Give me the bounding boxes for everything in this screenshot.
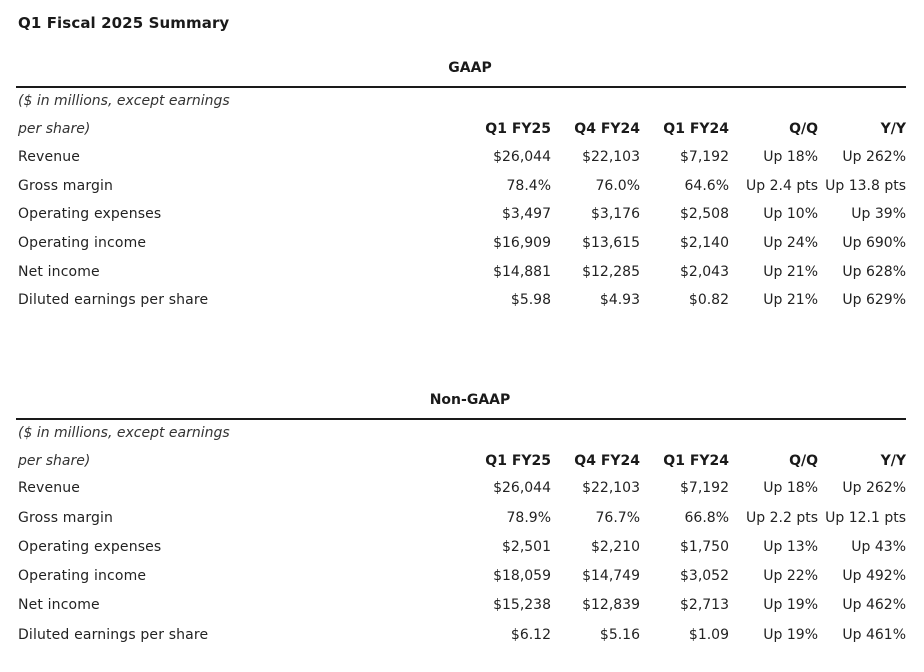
gaap-section-heading (16, 58, 906, 88)
cell-q1-fy24: $0.82 (688, 292, 729, 308)
cell-yy: Up 13.8 pts (825, 177, 906, 194)
cell-yy: Up 628% (842, 263, 906, 280)
cell-qq: Up 13% (763, 539, 818, 555)
gaap-units-note-cont: per share) (18, 120, 91, 137)
row-label: Net income (18, 263, 100, 280)
cell-yy: Up 12.1 pts (825, 509, 906, 526)
cell-qq: Up 2.2 pts (746, 509, 818, 526)
column-header-yy: Y/Y (880, 120, 906, 137)
cell-q1-fy24: $2,713 (680, 597, 729, 613)
gaap-units-note: ($ in millions, except earnings (18, 93, 230, 109)
cell-qq: Up 10% (763, 206, 818, 222)
cell-q4-fy24: $14,749 (582, 568, 640, 584)
column-header-q1-fy24: Q1 FY24 (663, 120, 729, 137)
cell-q4-fy24: $3,176 (591, 206, 640, 222)
cell-qq: Up 18% (763, 480, 818, 496)
non-gaap-heading-text: Non-GAAP (429, 392, 511, 408)
cell-q1-fy24: $2,508 (680, 206, 729, 222)
cell-qq: Up 21% (763, 292, 818, 308)
row-label: Operating income (18, 568, 147, 584)
cell-q1-fy25: $16,909 (493, 234, 551, 251)
non-gaap-header-row (16, 447, 906, 474)
table-row (16, 171, 906, 200)
table-row (16, 591, 906, 619)
cell-yy: Up 690% (842, 234, 906, 251)
table-row (16, 286, 906, 314)
cell-q4-fy24: $13,615 (582, 234, 640, 251)
gaap-header-row (16, 115, 906, 142)
row-label: Gross margin (18, 509, 114, 526)
cell-qq: Up 22% (763, 568, 818, 584)
cell-yy: Up 461% (842, 627, 906, 643)
gaap-section (16, 58, 906, 314)
non-gaap-units-note-cont: per share) (18, 452, 91, 469)
row-label: Operating expenses (18, 206, 162, 222)
table-row (16, 257, 906, 286)
table-row (16, 561, 906, 591)
cell-q1-fy25: $26,044 (493, 148, 551, 165)
cell-q4-fy24: $12,839 (582, 597, 640, 613)
cell-yy: Up 262% (842, 480, 906, 496)
cell-qq: Up 24% (763, 234, 818, 251)
cell-q4-fy24: $12,285 (582, 263, 640, 280)
cell-qq: Up 21% (763, 263, 818, 280)
cell-qq: Up 2.4 pts (746, 177, 818, 194)
cell-q4-fy24: 76.0% (595, 177, 640, 194)
row-label: Net income (18, 597, 100, 613)
cell-yy: Up 492% (842, 568, 906, 584)
cell-q1-fy25: $3,497 (502, 206, 551, 222)
non-gaap-section (16, 390, 906, 651)
cell-q1-fy24: 66.8% (684, 509, 729, 526)
column-header-qq: Q/Q (789, 452, 818, 469)
cell-yy: Up 462% (842, 597, 906, 613)
gaap-heading-text: GAAP (448, 60, 492, 76)
non-gaap-table (16, 447, 906, 651)
cell-q1-fy25: 78.9% (506, 509, 551, 526)
non-gaap-section-heading (16, 390, 906, 420)
table-row (16, 619, 906, 651)
cell-q1-fy25: 78.4% (506, 177, 551, 194)
column-header-qq: Q/Q (789, 120, 818, 137)
row-label: Operating income (18, 234, 147, 251)
row-label: Diluted earnings per share (18, 627, 209, 643)
column-header-q4-fy24: Q4 FY24 (574, 120, 640, 137)
table-row (16, 200, 906, 228)
table-row (16, 502, 906, 533)
page-title: Q1 Fiscal 2025 Summary (18, 14, 230, 32)
cell-q1-fy24: $1,750 (680, 539, 729, 555)
cell-yy: Up 43% (851, 539, 906, 555)
cell-q1-fy24: 64.6% (684, 177, 729, 194)
row-label: Diluted earnings per share (18, 292, 209, 308)
cell-q1-fy24: $1.09 (688, 627, 729, 643)
column-header-q1-fy25: Q1 FY25 (485, 452, 551, 469)
cell-q4-fy24: $2,210 (591, 539, 640, 555)
cell-yy: Up 629% (842, 292, 906, 308)
cell-q1-fy25: $14,881 (493, 263, 551, 280)
cell-q4-fy24: $22,103 (582, 480, 640, 496)
cell-q1-fy25: $26,044 (493, 480, 551, 496)
table-row (16, 533, 906, 561)
cell-qq: Up 19% (763, 627, 818, 643)
row-label: Revenue (18, 480, 81, 496)
table-row (16, 474, 906, 502)
cell-yy: Up 39% (851, 206, 906, 222)
row-label: Revenue (18, 148, 81, 165)
cell-q1-fy25: $6.12 (510, 627, 551, 643)
cell-q1-fy24: $2,043 (680, 263, 729, 280)
cell-q1-fy25: $2,501 (502, 539, 551, 555)
non-gaap-units-note: ($ in millions, except earnings (18, 425, 230, 441)
row-label: Gross margin (18, 177, 114, 194)
row-label: Operating expenses (18, 539, 162, 555)
column-header-q1-fy24: Q1 FY24 (663, 452, 729, 469)
cell-q1-fy24: $2,140 (680, 234, 729, 251)
gaap-table (16, 115, 906, 314)
cell-q4-fy24: $4.93 (599, 292, 640, 308)
cell-yy: Up 262% (842, 148, 906, 165)
cell-q1-fy25: $5.98 (510, 292, 551, 308)
cell-q1-fy24: $3,052 (680, 568, 729, 584)
cell-qq: Up 18% (763, 148, 818, 165)
cell-q1-fy25: $15,238 (493, 597, 551, 613)
cell-q4-fy24: 76.7% (595, 509, 640, 526)
cell-q4-fy24: $5.16 (599, 627, 640, 643)
cell-q1-fy25: $18,059 (493, 568, 551, 584)
table-row (16, 142, 906, 171)
table-row (16, 228, 906, 257)
cell-q1-fy24: $7,192 (680, 148, 729, 165)
column-header-q4-fy24: Q4 FY24 (574, 452, 640, 469)
column-header-q1-fy25: Q1 FY25 (485, 120, 551, 137)
cell-q4-fy24: $22,103 (582, 148, 640, 165)
cell-qq: Up 19% (763, 597, 818, 613)
cell-q1-fy24: $7,192 (680, 480, 729, 496)
column-header-yy: Y/Y (880, 452, 906, 469)
